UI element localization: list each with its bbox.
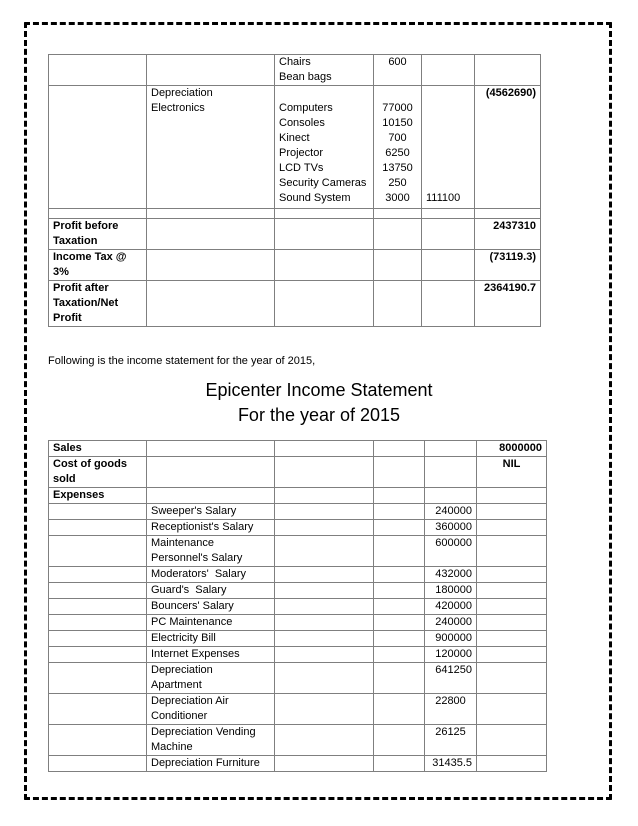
- table-row: [49, 599, 547, 615]
- depreciation-label: Depreciation Electronics: [147, 86, 275, 209]
- expense-value: 26125: [425, 725, 477, 756]
- item-values: 600: [374, 55, 422, 86]
- expense-label: Internet Expenses: [147, 647, 275, 663]
- intro-text: Following is the income statement for the year of 2015,: [48, 355, 316, 367]
- expense-label: Electricity Bill: [147, 631, 275, 647]
- expense-label: Depreciation Furniture: [147, 756, 275, 772]
- income-tax-value: (73119.3): [475, 250, 541, 281]
- statement-subtitle: For the year of 2015: [237, 405, 401, 425]
- profit-before-tax-value: 2437310: [475, 219, 541, 250]
- expenses-body: [49, 504, 547, 772]
- table-row: [49, 281, 541, 327]
- table-row: [49, 488, 547, 504]
- table-row: [49, 647, 547, 663]
- expense-value: 22800: [425, 694, 477, 725]
- table-row: [49, 86, 541, 209]
- table-row: [49, 520, 547, 536]
- sales-label: Sales: [49, 441, 147, 457]
- expense-label: Moderators' Salary: [147, 567, 275, 583]
- table-row: [49, 663, 547, 694]
- net-profit-label: Profit after Taxation/Net Profit: [49, 281, 147, 327]
- table-row: [49, 219, 541, 250]
- table-row: [49, 725, 547, 756]
- table-row: [49, 583, 547, 599]
- top-table: [48, 54, 541, 327]
- sales-value: 8000000: [477, 441, 547, 457]
- expense-label: Receptionist's Salary: [147, 520, 275, 536]
- depreciation-total: (4562690): [475, 86, 541, 209]
- expense-label: Maintenance Personnel's Salary: [147, 536, 275, 567]
- table-row: [49, 250, 541, 281]
- table-row: [49, 55, 541, 86]
- statement-title: Epicenter Income Statement: [205, 380, 433, 400]
- expenses-label: Expenses: [49, 488, 147, 504]
- subtotal-value: 111100: [422, 86, 475, 209]
- expense-value: 360000: [425, 520, 477, 536]
- expense-value: 600000: [425, 536, 477, 567]
- table-row: [49, 504, 547, 520]
- cogs-value: NIL: [477, 457, 547, 488]
- income-tax-label: Income Tax @ 3%: [49, 250, 147, 281]
- expense-label: Guard's Salary: [147, 583, 275, 599]
- table-row: [49, 694, 547, 725]
- cogs-label: Cost of goods sold: [49, 457, 147, 488]
- expense-value: 240000: [425, 504, 477, 520]
- expense-value: 900000: [425, 631, 477, 647]
- table-row: [49, 567, 547, 583]
- expense-label: Sweeper's Salary: [147, 504, 275, 520]
- expense-label: PC Maintenance: [147, 615, 275, 631]
- profit-before-tax-label: Profit before Taxation: [49, 219, 147, 250]
- expense-label: Depreciation Apartment: [147, 663, 275, 694]
- expense-label: Bouncers' Salary: [147, 599, 275, 615]
- table-row: [49, 209, 541, 219]
- expense-label: Depreciation Air Conditioner: [147, 694, 275, 725]
- expense-value: 432000: [425, 567, 477, 583]
- table-row: [49, 457, 547, 488]
- table-row: [49, 615, 547, 631]
- expense-value: 420000: [425, 599, 477, 615]
- item-names: Chairs Bean bags: [275, 55, 374, 86]
- item-values: 77000 10150 700 6250 13750 250 3000: [374, 86, 422, 209]
- expense-label: Depreciation Vending Machine: [147, 725, 275, 756]
- table-row: [49, 536, 547, 567]
- table-row: [49, 756, 547, 772]
- expense-value: 180000: [425, 583, 477, 599]
- net-profit-value: 2364190.7: [475, 281, 541, 327]
- item-names: Computers Consoles Kinect Projector LCD TVs Security Cameras Sound System: [275, 86, 374, 209]
- income-table: [48, 440, 547, 772]
- expense-value: 240000: [425, 615, 477, 631]
- expense-value: 120000: [425, 647, 477, 663]
- expense-value: 641250: [425, 663, 477, 694]
- table-row: [49, 631, 547, 647]
- expense-value: 31435.5: [425, 756, 477, 772]
- table-row: [49, 441, 547, 457]
